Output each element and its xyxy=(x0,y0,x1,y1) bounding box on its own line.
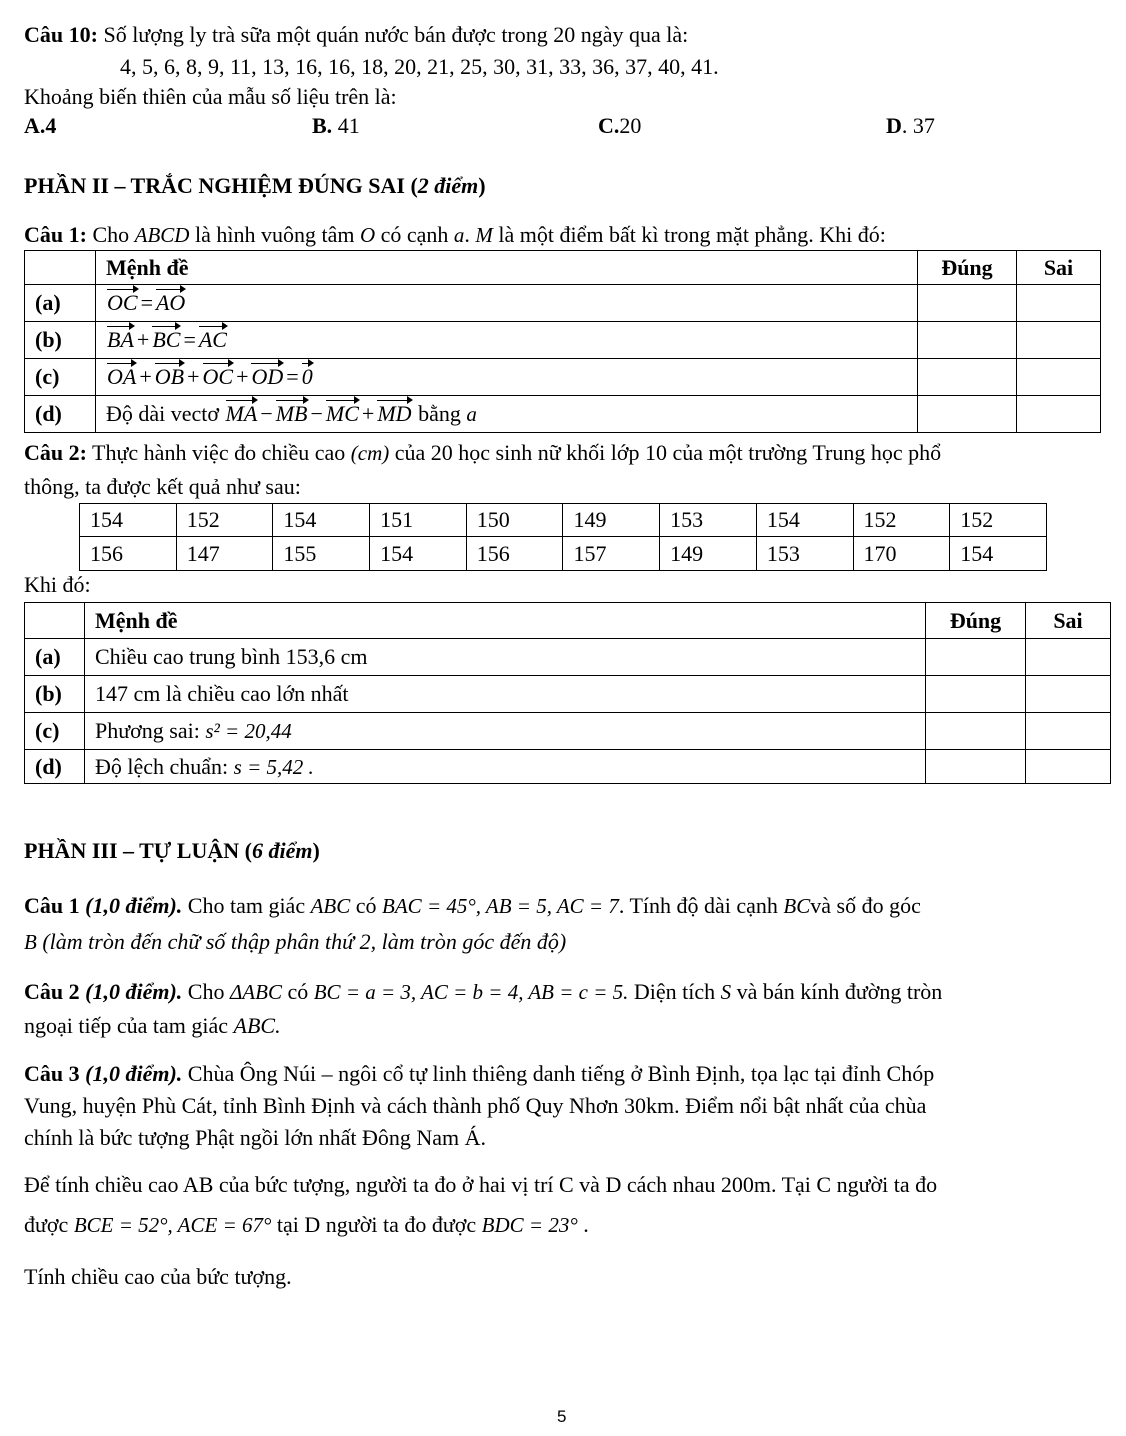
q2-header-true: Đúng xyxy=(926,603,1026,639)
p3q1-line1: Câu 1 (1,0 điểm). Cho tam giác ABC có BAC = 45°, AB = 5, AC = 7. Tính độ dài cạnh BCvà số đo góc xyxy=(24,893,921,918)
q1-row-c-false-cell[interactable] xyxy=(1017,359,1101,396)
q2-row-statement: Độ lệch chuẩn: s = 5,42 . xyxy=(85,750,926,784)
q10-option-b: B. 41 xyxy=(312,113,360,138)
q2-row-c-true-cell[interactable] xyxy=(926,713,1026,750)
q2-row-key: (a) xyxy=(25,639,85,676)
q2-khi-do: Khi đó: xyxy=(24,572,91,597)
p3q3-line4: Để tính chiều cao AB của bức tượng, người ta đo ở hai vị trí C và D cách nhau 200m. Tại C người ta đo xyxy=(24,1172,938,1197)
q10-option-a: A.4 xyxy=(24,113,57,138)
q1-table-header xyxy=(25,251,1101,285)
p3q3-line1: Câu 3 (1,0 điểm). Chùa Ông Núi – ngôi cổ tự linh thiêng danh tiếng ở Bình Định, tọa lạc tại đỉnh Chóp xyxy=(24,1061,935,1086)
data-cell: 156 xyxy=(80,537,177,571)
q2-row-b-false-cell[interactable] xyxy=(1026,676,1111,713)
q2-row-statement: Chiều cao trung bình 153,6 cm xyxy=(85,639,926,676)
q1-row-statement: BA + BC = AC xyxy=(96,322,918,359)
q2-row-statement: 147 cm là chiều cao lớn nhất xyxy=(85,676,926,713)
q1-table xyxy=(24,250,1101,433)
q2-row-c-false-cell[interactable] xyxy=(1026,713,1111,750)
q1-row-b-true-cell[interactable] xyxy=(918,322,1017,359)
part2-heading: PHẦN II – TRẮC NGHIỆM ĐÚNG SAI (2 điểm) xyxy=(24,173,486,198)
q10-question: Khoảng biến thiên của mẫu số liệu trên là: xyxy=(24,84,397,109)
q2-row-a-true-cell[interactable] xyxy=(926,639,1026,676)
q2-row-key: (b) xyxy=(25,676,85,713)
q2-row-d-true-cell[interactable] xyxy=(926,750,1026,784)
p3q1-line2: B (làm tròn đến chữ số thập phân thứ 2, làm tròn góc đến độ) xyxy=(24,929,567,954)
data-cell: 147 xyxy=(176,537,273,571)
q1-row-key: (b) xyxy=(25,322,96,359)
q2-row-b-true-cell[interactable] xyxy=(926,676,1026,713)
q10-intro xyxy=(24,22,688,48)
data-cell: 157 xyxy=(563,537,660,571)
q2-header-key xyxy=(25,603,85,639)
q1-row-statement: Độ dài vectơ MA − MB − MC + MD bằng a xyxy=(96,396,918,433)
q2-row-a-false-cell[interactable] xyxy=(1026,639,1111,676)
q2-table-header xyxy=(25,603,1111,639)
q2-row-d-false-cell[interactable] xyxy=(1026,750,1111,784)
data-cell: 154 xyxy=(80,504,177,537)
q10-option-c: C.20 xyxy=(598,113,642,138)
q2-data-row xyxy=(80,504,1047,537)
data-cell: 154 xyxy=(756,504,853,537)
q1-row-key: (d) xyxy=(25,396,96,433)
q1-row-c xyxy=(25,359,1101,396)
q2-header-false: Sai xyxy=(1026,603,1111,639)
data-cell: 149 xyxy=(563,504,660,537)
data-cell: 152 xyxy=(853,504,950,537)
q1-row-a-true-cell[interactable] xyxy=(918,285,1017,322)
data-cell: 153 xyxy=(660,504,757,537)
q2-row-key: (d) xyxy=(25,750,85,784)
q1-row-d-true-cell[interactable] xyxy=(918,396,1017,433)
q1-intro: Câu 1: Cho ABCD là hình vuông tâm O có cạnh a. M là một điểm bất kì trong mặt phẳng. Khi đó: xyxy=(24,222,886,247)
q2-intro: Câu 2: Thực hành việc đo chiều cao (cm) của 20 học sinh nữ khối lớp 10 của một trường Trung học phổ xyxy=(24,440,942,465)
p3q2-line1: Câu 2 (1,0 điểm). Cho ΔABC có BC = a = 3, AC = b = 4, AB = c = 5. Diện tích S và bán kính đường tròn xyxy=(24,979,943,1004)
q1-row-d-false-cell[interactable] xyxy=(1017,396,1101,433)
q2-data-row xyxy=(80,537,1047,571)
q1-row-a-false-cell[interactable] xyxy=(1017,285,1101,322)
p3q3-line5: được BCE = 52°, ACE = 67° tại D người ta đo được BDC = 23° . xyxy=(24,1212,589,1237)
q1-row-b xyxy=(25,322,1101,359)
q1-header-true: Đúng xyxy=(918,251,1017,285)
q10-option-d: D. 37 xyxy=(886,113,935,138)
data-cell: 154 xyxy=(370,537,467,571)
q2-data-table xyxy=(79,503,1047,571)
q1-row-statement: OC = AO xyxy=(96,285,918,322)
data-cell: 154 xyxy=(950,537,1047,571)
q2-row-c xyxy=(25,713,1111,750)
p3q2-line2: ngoại tiếp của tam giác ABC. xyxy=(24,1013,281,1038)
q1-header-key xyxy=(25,251,96,285)
q1-row-a xyxy=(25,285,1101,322)
data-cell: 149 xyxy=(660,537,757,571)
q2-intro-cont: thông, ta được kết quả như sau: xyxy=(24,474,301,499)
q1-row-statement: OA + OB + OC + OD = 0 xyxy=(96,359,918,396)
data-cell: 152 xyxy=(950,504,1047,537)
q1-row-d xyxy=(25,396,1101,433)
q1-row-b-false-cell[interactable] xyxy=(1017,322,1101,359)
p3q3-line3: chính là bức tượng Phật ngồi lớn nhất Đông Nam Á. xyxy=(24,1125,486,1150)
q1-row-c-true-cell[interactable] xyxy=(918,359,1017,396)
q2-table xyxy=(24,602,1111,784)
q2-row-key: (c) xyxy=(25,713,85,750)
q2-row-d xyxy=(25,750,1111,784)
data-cell: 150 xyxy=(466,504,563,537)
q2-header-statement: Mệnh đề xyxy=(85,603,926,639)
p3q3-line2: Vung, huyện Phù Cát, tỉnh Bình Định và cách thành phố Quy Nhơn 30km. Điểm nổi bật nhất của chùa xyxy=(24,1093,927,1118)
q1-header-statement: Mệnh đề xyxy=(96,251,918,285)
page-number: 5 xyxy=(557,1407,567,1426)
data-cell: 170 xyxy=(853,537,950,571)
q10-text: Số lượng ly trà sữa một quán nước bán được trong 20 ngày qua là: xyxy=(97,22,689,47)
q2-row-b xyxy=(25,676,1111,713)
q2-row-statement: Phương sai: s² = 20,44 xyxy=(85,713,926,750)
q1-header-false: Sai xyxy=(1017,251,1101,285)
data-cell: 151 xyxy=(370,504,467,537)
part3-heading: PHẦN III – TỰ LUẬN (6 điểm) xyxy=(24,838,320,863)
data-cell: 156 xyxy=(466,537,563,571)
q1-row-key: (a) xyxy=(25,285,96,322)
data-cell: 154 xyxy=(273,504,370,537)
q10-label: Câu 10: xyxy=(24,22,98,47)
data-cell: 155 xyxy=(273,537,370,571)
q10-data: 4, 5, 6, 8, 9, 11, 13, 16, 16, 18, 20, 21, 25, 30, 31, 33, 36, 37, 40, 41. xyxy=(120,54,719,79)
q1-row-key: (c) xyxy=(25,359,96,396)
data-cell: 153 xyxy=(756,537,853,571)
q2-row-a xyxy=(25,639,1111,676)
data-cell: 152 xyxy=(176,504,273,537)
p3q3-line6: Tính chiều cao của bức tượng. xyxy=(24,1264,292,1289)
